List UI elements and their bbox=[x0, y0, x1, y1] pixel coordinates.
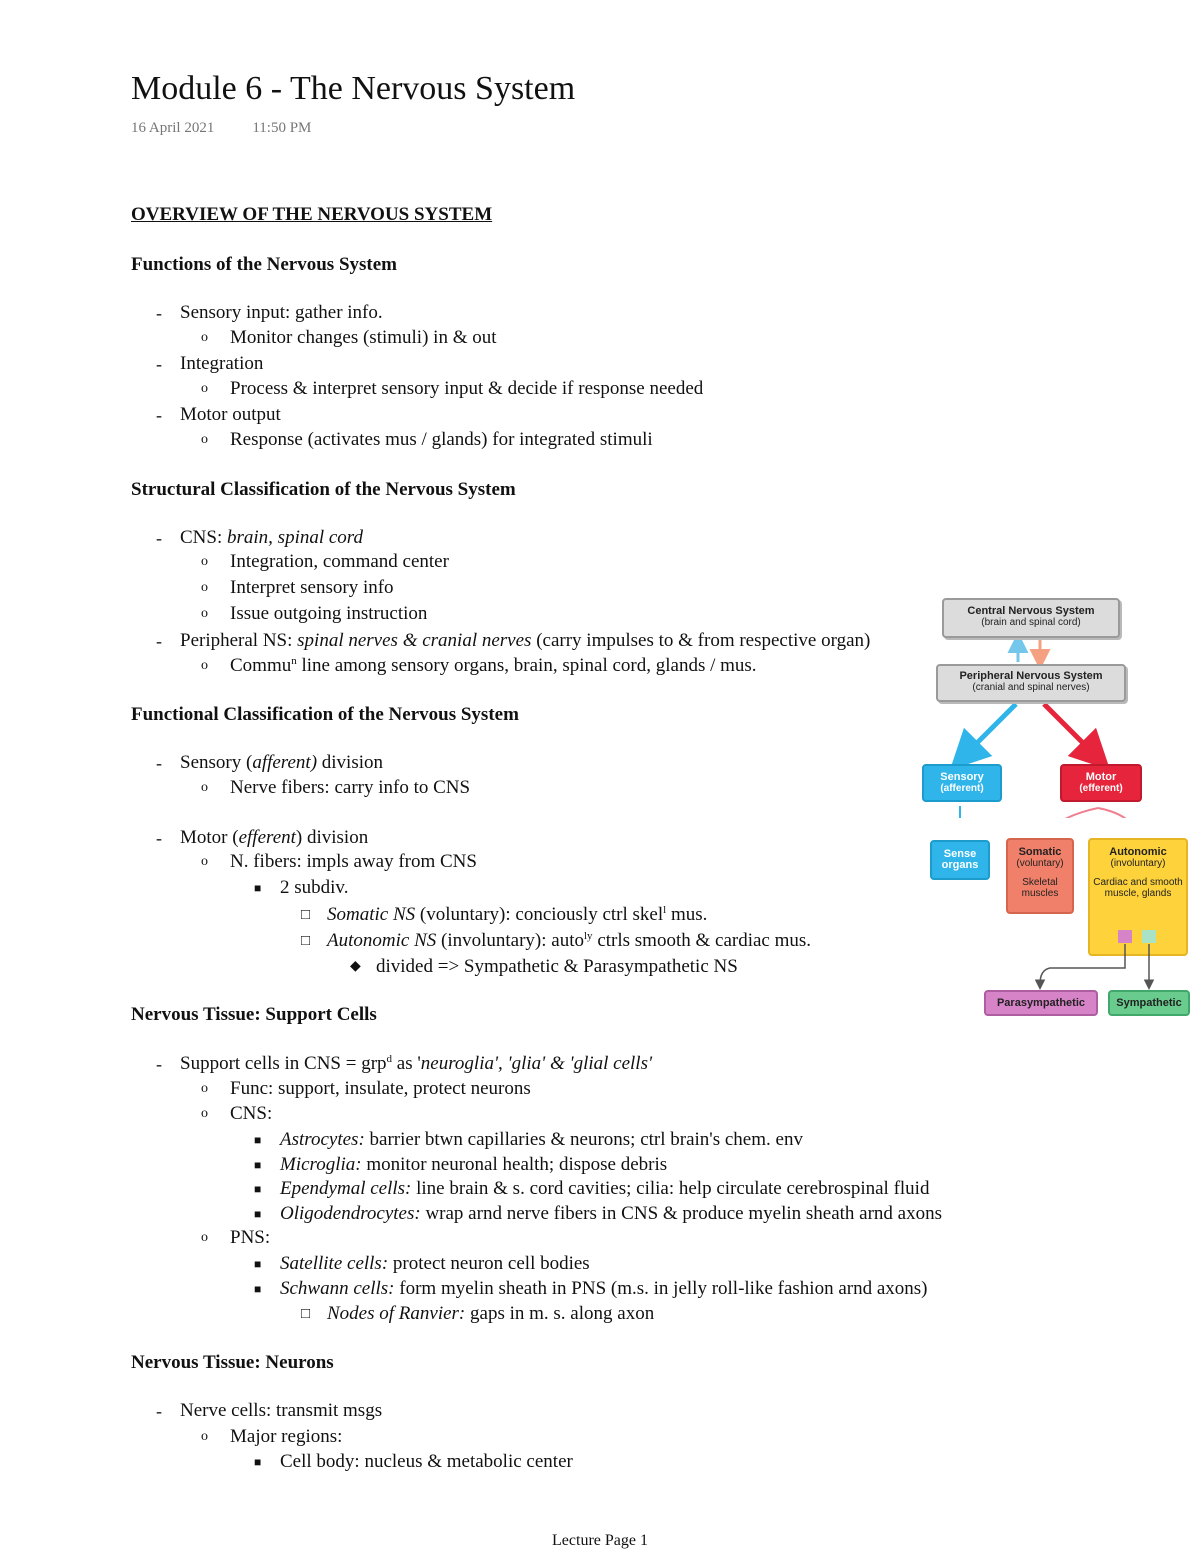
subsection-heading bbox=[131, 254, 397, 276]
text-run: PNS: bbox=[230, 1227, 271, 1248]
bullet-marker: - bbox=[156, 753, 162, 773]
bullet-marker: o bbox=[201, 658, 208, 673]
list-item bbox=[201, 1103, 273, 1125]
somatic-label: Somatic bbox=[1018, 846, 1062, 858]
italic-text: Satellite cells: bbox=[280, 1253, 389, 1274]
text-run: protect neuron cell bodies bbox=[388, 1253, 590, 1274]
bullet-marker: □ bbox=[301, 933, 311, 949]
sensory-box bbox=[922, 764, 1002, 802]
text-run: OVERVIEW OF THE NERVOUS SYSTEM bbox=[131, 204, 493, 225]
somatic-box bbox=[1006, 838, 1074, 914]
bullet-marker: ■ bbox=[254, 881, 262, 895]
bullet-marker: ■ bbox=[254, 1158, 262, 1172]
list-item bbox=[254, 877, 349, 899]
list-item bbox=[301, 904, 708, 926]
list-item bbox=[301, 930, 812, 952]
superscript-text: l bbox=[663, 904, 667, 916]
cns-sub: (brain and spinal cord) bbox=[981, 617, 1081, 628]
list-item bbox=[156, 302, 383, 324]
sensory-sub: (afferent) bbox=[940, 783, 984, 794]
list-item bbox=[201, 577, 394, 599]
motor-sub: (efferent) bbox=[1079, 783, 1123, 794]
text-run: form myelin sheath in PNS (m.s. in jelly roll-like fashion arnd axons) bbox=[394, 1278, 928, 1299]
text-run: Functional Classification of the Nervous System bbox=[131, 704, 519, 725]
list-item bbox=[254, 1253, 590, 1275]
subsection-heading bbox=[131, 1352, 334, 1374]
list-item bbox=[201, 1227, 271, 1249]
motor-to-somatic-arrow bbox=[1042, 808, 1098, 818]
italic-text: brain, spinal cord bbox=[227, 527, 363, 548]
list-item bbox=[254, 1451, 573, 1473]
cns-box bbox=[942, 598, 1120, 638]
list-item bbox=[156, 630, 871, 652]
text-run: Structural Classification of the Nervous System bbox=[131, 479, 516, 500]
bullet-marker: - bbox=[156, 354, 162, 374]
subsection-heading bbox=[131, 1004, 377, 1026]
somatic-detail: Skeletal muscles bbox=[1021, 877, 1059, 899]
list-item bbox=[254, 1203, 943, 1225]
text-run: line brain & s. cord cavities; cilia: help circulate cerebrospinal fluid bbox=[411, 1178, 930, 1199]
text-run: Cell body: nucleus & metabolic center bbox=[280, 1451, 573, 1472]
italic-text: afferent) bbox=[252, 752, 318, 773]
bullet-marker: □ bbox=[301, 1306, 311, 1322]
list-item bbox=[156, 1400, 383, 1422]
list-item bbox=[156, 527, 363, 549]
text-run: Support cells in CNS = grp bbox=[180, 1053, 387, 1074]
list-item bbox=[350, 956, 738, 978]
text-run: Major regions: bbox=[230, 1426, 343, 1447]
text-run: CNS: bbox=[180, 527, 227, 548]
parasympathetic-box bbox=[984, 990, 1098, 1016]
page-footer: Lecture Page 1 bbox=[552, 1532, 648, 1549]
autonomic-sub: (involuntary) bbox=[1110, 858, 1166, 869]
text-run: Nervous Tissue: Support Cells bbox=[131, 1004, 377, 1025]
text-run: as ' bbox=[392, 1053, 421, 1074]
list-item bbox=[201, 1426, 343, 1448]
bullet-marker: - bbox=[156, 1401, 162, 1421]
bullet-marker: - bbox=[156, 1054, 162, 1074]
bullet-marker: ◆ bbox=[350, 959, 361, 974]
text-run: Sensory input: gather info. bbox=[180, 302, 383, 323]
text-run: Func: support, insulate, protect neurons bbox=[230, 1078, 531, 1099]
list-item bbox=[201, 603, 428, 625]
list-item bbox=[254, 1129, 803, 1151]
text-run: Integration bbox=[180, 353, 264, 374]
italic-text: Somatic NS bbox=[327, 904, 416, 925]
page-time: 11:50 PM bbox=[252, 120, 312, 136]
list-item bbox=[201, 777, 471, 799]
text-run: Nerve fibers: carry info to CNS bbox=[230, 777, 471, 798]
bullet-marker: o bbox=[201, 580, 208, 595]
superscript-text: n bbox=[291, 655, 297, 667]
text-run: divided => Sympathetic & Parasympathetic NS bbox=[376, 956, 738, 977]
parasympathetic-label: Parasympathetic bbox=[996, 997, 1086, 1009]
motor-label: Motor bbox=[1085, 771, 1117, 783]
bullet-marker: □ bbox=[301, 907, 311, 923]
text-run: Motor output bbox=[180, 404, 281, 425]
text-run: 2 subdiv. bbox=[280, 877, 349, 898]
bullet-marker: ■ bbox=[254, 1257, 262, 1271]
italic-text: Microglia: bbox=[280, 1154, 362, 1175]
pns-box bbox=[936, 664, 1126, 702]
bullet-marker: o bbox=[201, 854, 208, 869]
bullet-marker: o bbox=[201, 330, 208, 345]
list-item bbox=[156, 1053, 653, 1075]
motor-to-autonomic-arrow bbox=[1098, 808, 1138, 818]
italic-text: Schwann cells: bbox=[280, 1278, 395, 1299]
list-item bbox=[201, 1078, 531, 1100]
list-item bbox=[201, 851, 477, 873]
bullet-marker: ■ bbox=[254, 1455, 262, 1469]
text-run: wrap arnd nerve fibers in CNS & produce myelin sheath arnd axons bbox=[420, 1203, 943, 1224]
bullet-marker: ■ bbox=[254, 1282, 262, 1296]
italic-text: spinal nerves & cranial nerves bbox=[297, 630, 532, 651]
text-run: Process & interpret sensory input & decide if response needed bbox=[230, 378, 704, 399]
list-item bbox=[156, 752, 384, 774]
list-item bbox=[156, 827, 369, 849]
bullet-marker: - bbox=[156, 528, 162, 548]
pns-to-sensory-arrow bbox=[964, 704, 1016, 756]
sympathetic-swatch bbox=[1142, 930, 1156, 943]
parasympathetic-swatch bbox=[1118, 930, 1132, 943]
subsection-heading bbox=[131, 479, 516, 501]
superscript-text: ly bbox=[584, 930, 593, 942]
text-run: CNS: bbox=[230, 1103, 273, 1124]
bullet-marker: o bbox=[201, 432, 208, 447]
text-run: Issue outgoing instruction bbox=[230, 603, 428, 624]
bullet-marker: ■ bbox=[254, 1207, 262, 1221]
bullet-marker: o bbox=[201, 780, 208, 795]
italic-text: Nodes of Ranvier: bbox=[327, 1303, 466, 1324]
page-date: 16 April 2021 bbox=[131, 120, 215, 136]
text-run: ctrls smooth & cardiac mus. bbox=[592, 930, 812, 951]
bullet-marker: - bbox=[156, 303, 162, 323]
text-run: Peripheral NS: bbox=[180, 630, 298, 651]
text-run: Nerve cells: transmit msgs bbox=[180, 1400, 383, 1421]
pns-label: Peripheral Nervous System bbox=[959, 670, 1103, 682]
sense-organs-label: Sense bbox=[943, 848, 977, 860]
sensory-label: Sensory bbox=[940, 771, 984, 783]
text-run: Monitor changes (stimuli) in & out bbox=[230, 327, 497, 348]
text-run: line among sensory organs, brain, spinal cord, glands / mus. bbox=[296, 655, 757, 676]
text-run: barrier btwn capillaries & neurons; ctrl brain's chem. env bbox=[364, 1129, 803, 1150]
text-run: Response (activates mus / glands) for integrated stimuli bbox=[230, 429, 653, 450]
sense-organs-box bbox=[930, 840, 990, 880]
list-item bbox=[201, 551, 449, 573]
text-run: Sensory ( bbox=[180, 752, 253, 773]
text-run: N. fibers: impls away from CNS bbox=[230, 851, 477, 872]
list-item bbox=[201, 378, 704, 400]
list-item bbox=[201, 429, 653, 451]
page-dateline bbox=[131, 120, 311, 137]
text-run: (voluntary): conciously ctrl skel bbox=[415, 904, 664, 925]
list-item bbox=[156, 353, 264, 375]
bullet-marker: o bbox=[201, 606, 208, 621]
text-run: gaps in m. s. along axon bbox=[465, 1303, 655, 1324]
text-run: (carry impulses to & from respective organ) bbox=[531, 630, 871, 651]
italic-text: Oligodendrocytes: bbox=[280, 1203, 421, 1224]
list-item bbox=[156, 404, 281, 426]
bullet-marker: o bbox=[201, 554, 208, 569]
bullet-marker: o bbox=[201, 381, 208, 396]
subsection-heading bbox=[131, 704, 519, 726]
text-run: mus. bbox=[666, 904, 708, 925]
sense-organs-sub: organs bbox=[941, 859, 979, 871]
section-heading bbox=[131, 204, 492, 226]
text-run: division bbox=[317, 752, 384, 773]
bullet-marker: - bbox=[156, 828, 162, 848]
list-item bbox=[254, 1278, 928, 1300]
sympathetic-box bbox=[1108, 990, 1190, 1016]
bullet-marker: - bbox=[156, 405, 162, 425]
text-run: Integration, command center bbox=[230, 551, 449, 572]
text-run: monitor neuronal health; dispose debris bbox=[361, 1154, 668, 1175]
cns-label: Central Nervous System bbox=[967, 605, 1095, 617]
bullet-marker: o bbox=[201, 1429, 208, 1444]
bullet-marker: ■ bbox=[254, 1133, 262, 1147]
italic-text: efferent bbox=[238, 827, 296, 848]
bullet-marker: o bbox=[201, 1106, 208, 1121]
pns-to-motor-arrow bbox=[1044, 704, 1096, 756]
bullet-marker: o bbox=[201, 1081, 208, 1096]
autonomic-detail: Cardiac and smooth muscle, glands bbox=[1093, 877, 1183, 899]
text-run: ) division bbox=[295, 827, 369, 848]
text-run: Motor ( bbox=[180, 827, 239, 848]
motor-box bbox=[1060, 764, 1142, 802]
list-item bbox=[201, 327, 497, 349]
pns-sub: (cranial and spinal nerves) bbox=[972, 682, 1090, 693]
list-item bbox=[201, 655, 757, 677]
bullet-marker: - bbox=[156, 631, 162, 651]
italic-text: Astrocytes: bbox=[280, 1129, 365, 1150]
italic-text: Autonomic NS bbox=[327, 930, 437, 951]
list-item bbox=[254, 1178, 930, 1200]
text-run: (involuntary): auto bbox=[436, 930, 584, 951]
list-item bbox=[254, 1154, 668, 1176]
bullet-marker: ■ bbox=[254, 1182, 262, 1196]
italic-text: neuroglia', 'glia' & 'glial cells' bbox=[420, 1053, 653, 1074]
sympathetic-label: Sympathetic bbox=[1116, 997, 1182, 1009]
text-run: Nervous Tissue: Neurons bbox=[131, 1352, 334, 1373]
italic-text: Ependymal cells: bbox=[280, 1178, 412, 1199]
text-run: Commu bbox=[230, 655, 292, 676]
autonomic-box bbox=[1088, 838, 1188, 956]
somatic-sub: (voluntary) bbox=[1016, 858, 1064, 869]
text-run: Functions of the Nervous System bbox=[131, 254, 397, 275]
page-title: Module 6 - The Nervous System bbox=[131, 70, 576, 107]
autonomic-label: Autonomic bbox=[1109, 846, 1167, 858]
list-item bbox=[301, 1303, 655, 1325]
superscript-text: d bbox=[386, 1053, 393, 1065]
text-run: Interpret sensory info bbox=[230, 577, 394, 598]
bullet-marker: o bbox=[201, 1230, 208, 1245]
